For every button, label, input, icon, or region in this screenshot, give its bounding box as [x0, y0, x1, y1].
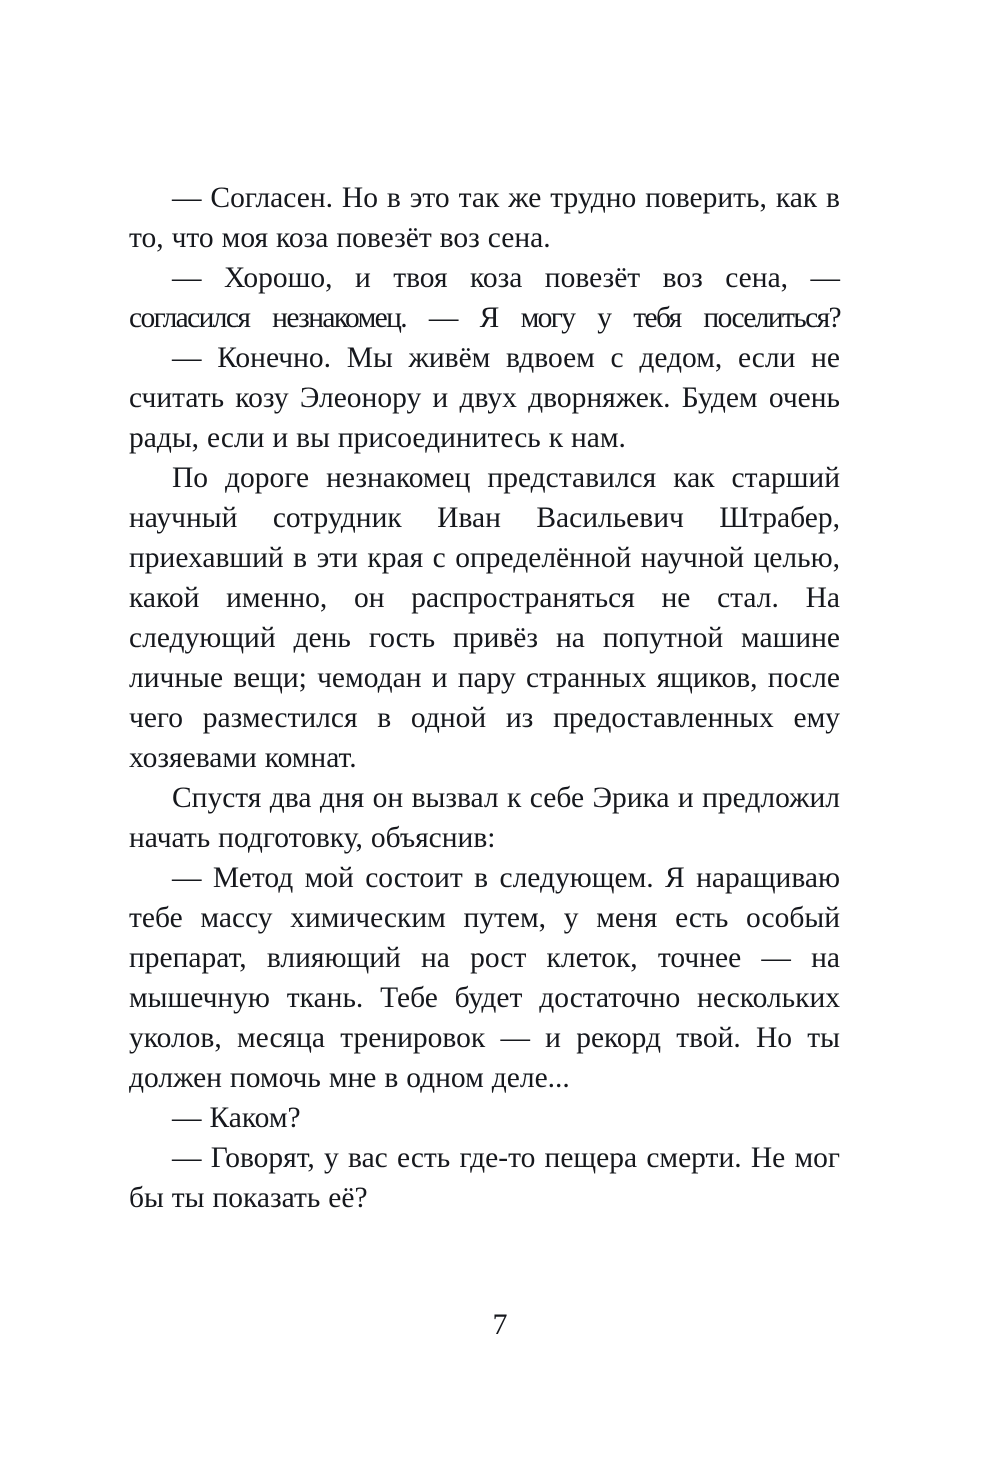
paragraph: — Согласен. Но в это так же трудно поверить, как в то, что моя коза повезёт воз сена.	[129, 182, 840, 254]
paragraph: По дороге незнакомец представился как старший научный сотрудник Иван Васильевич Штрабер, приехавший в эти края с определённой научной целью, какой именно, он распространяться не стал. На следующий день гость привёз на попутной машине личные вещи; чемодан и пару странных ящиков, после чего разместился в одной из предоставленных ему хозяевами комнат.	[129, 462, 840, 774]
paragraph: — Говорят, у вас есть где-то пещера смерти. Не мог бы ты показать её?	[129, 1142, 840, 1214]
paragraph	[129, 258, 840, 338]
paragraph-line: согласился незнакомец. — Я могу у тебя поселиться?	[129, 302, 840, 334]
paragraph: Спустя два дня он вызвал к себе Эрика и предложил начать подготовку, объяснив:	[129, 782, 840, 854]
paragraph: — Конечно. Мы живём вдвоем с дедом, если не считать козу Элеонору и двух дворняжек. Будем очень рады, если и вы присоединитесь к нам.	[129, 342, 840, 454]
page-number-label: 7	[492, 1308, 508, 1341]
page-number	[0, 1305, 1000, 1345]
paragraph: — Каком?	[172, 1102, 301, 1134]
paragraph-line: — Хорошо, и твоя коза повезёт воз сена, —	[172, 262, 840, 294]
paragraph: — Метод мой состоит в следующем. Я наращиваю тебе массу химическим путем, у меня есть особый препарат, влияющий на рост клеток, точнее — на мышечную ткань. Тебе будет достаточно нескольких уколов, месяца тренировок — и рекорд твой. Но ты должен помочь мне в одном деле...	[129, 862, 840, 1094]
page-text-block	[129, 178, 840, 1218]
